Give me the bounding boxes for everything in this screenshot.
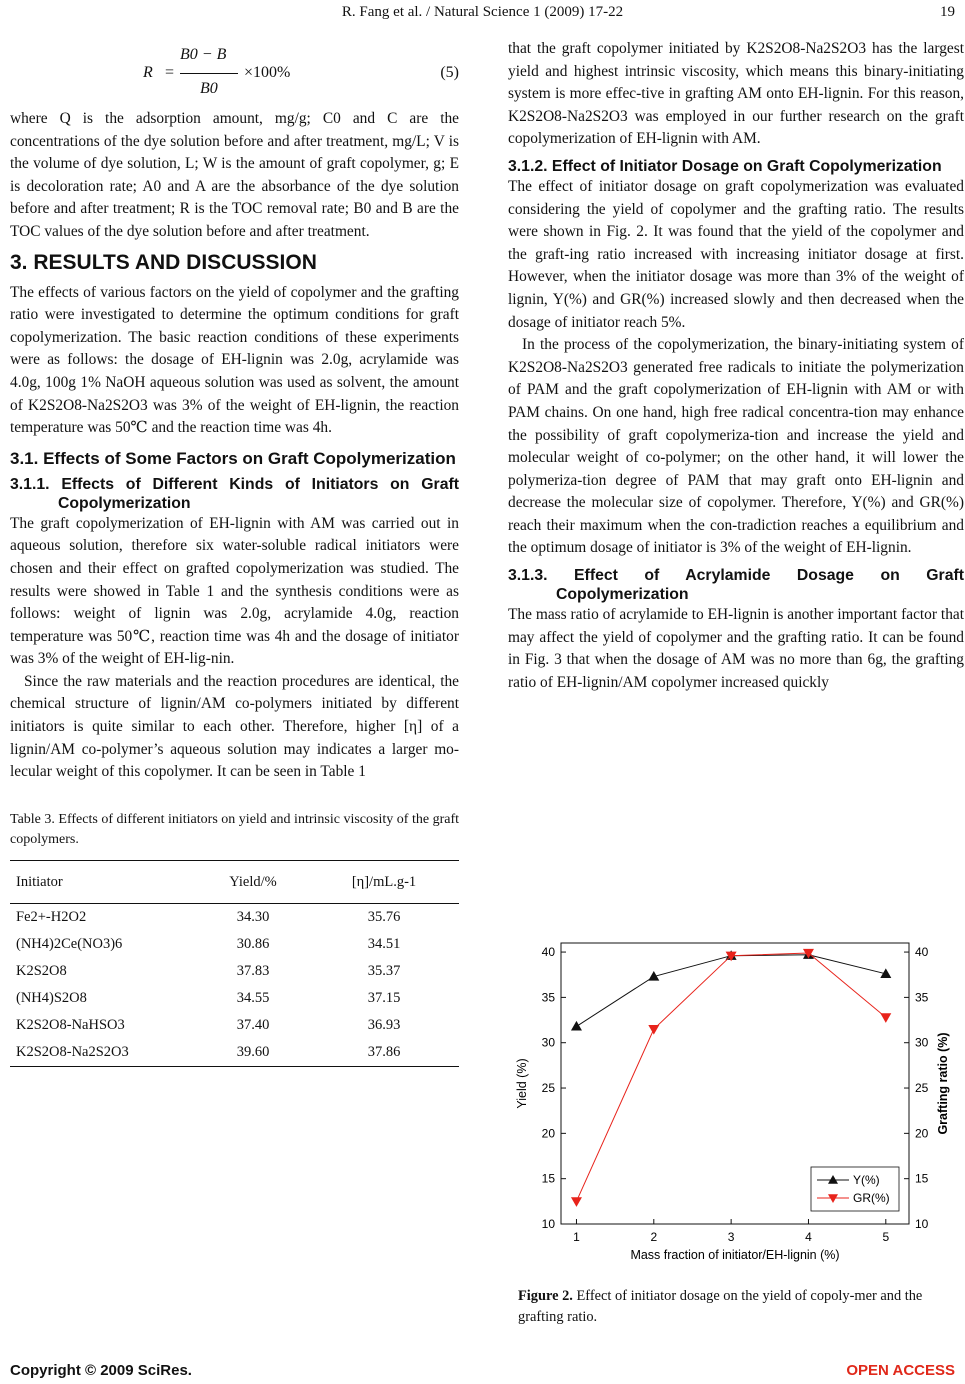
data-point-series-2 [880,1013,891,1023]
table-cell: 37.86 [367,1044,401,1061]
footer-open-access: OPEN ACCESS [846,1362,955,1379]
paragraph-continuation: that the graft copolymer initiated by K2S2O8-Na2S2O3 has the largest yield and highest intrinsic viscosity, which means this binary-initiating system is more effec-tive in grafting AM onto EH-lignin. For this reason, K2S2O8-Na2S2O3 was employed in our further research on the graft copolymerization of EH-lignin with AM. [508,40,964,148]
left-column [10,38,459,1067]
paragraph-definitions: where Q is the adsorption amount, mg/g; C0 and C are the concentrations of the dye solution before and after treatment, mg/L; V is the volume of dye solution, L; W is the amount of graft copolymer, g; E is decoloration rate; A0 and A are the absorbance of the dye solution before and after treatment; R is the TOC removal rate; B0 and B are the TOC values of the dye solution before and after treatment. [10,110,459,240]
paragraph-3-1-2-a: The effect of initiator dosage on graft copolymerization was evaluated considering the yield of copolymer and the grafting ratio. The results were shown in Fig. 2. It was found that the yield of the copolymer and the graft-ing ratio increased with increasing initiator dosage at first. However, when the initiator dosage was more than 3% of the weight of lignin, Y(%) and GR(%) increased slowly and then decreased when the dosage of initiator reach 5%. [508,177,964,331]
page-number: 19 [940,4,955,20]
right-column [508,38,964,694]
equation-lhs: R [143,64,153,81]
table-row [10,931,459,958]
equation-5 [10,38,459,108]
table-cell: 39.60 [236,1044,270,1061]
y-tick-label-right: 25 [915,1081,929,1096]
table-row [10,1012,459,1039]
subsection-heading-3-1-2: 3.1.2. Effect of Initiator Dosage on Graft Copolymerization [508,157,942,175]
equation-number: (5) [440,64,459,81]
y-tick-label-right: 30 [915,1035,929,1050]
table-header: Initiator [16,873,63,890]
table-cell: 35.76 [367,909,401,926]
table-row [10,903,459,931]
table-header: Yield/% [229,873,277,890]
y-tick-label-left: 15 [541,1171,555,1186]
equation-numerator: B0 − B [180,46,227,63]
table-cell: 37.83 [236,963,270,980]
table-cell: 30.86 [236,936,270,953]
data-point-series-2 [648,1025,659,1035]
equation-equals: = [165,64,175,81]
x-tick-label: 4 [805,1230,812,1244]
table-cell: 37.40 [236,1017,270,1034]
table-cell: K2S2O8-Na2S2O3 [16,1044,129,1061]
subsection-heading-3-1-3: 3.1.3. Effect of Acrylamide Dosage on Graft Copolymerization [508,567,964,604]
table-row [10,1039,459,1067]
y-tick-label-left: 10 [541,1217,555,1231]
table-row [10,985,459,1012]
equation-times: ×100% [244,64,291,81]
table-header: [η]/mL.g-1 [351,873,417,890]
y-tick-label-left: 40 [541,945,555,960]
y-axis-label-right: Grafting ratio (%) [936,1032,950,1135]
x-tick-label: 1 [573,1230,580,1244]
table-cell: 34.30 [236,909,270,926]
paragraph-3-1-1-a: The graft copolymerization of EH-lignin with AM was carried out in aqueous solution, therefore six water-soluble radical initiators were chosen and their effect on grafted copolymerization was studied. The results were showed in Table 1 and the synthesis conditions were as follows: weight of lignin was 2.0g, acrylamide 4.0g, reaction temperature was 50℃, reaction time was 4h and the dosage of initiator was 3% of the weight of EH-lig-nin. [10,514,459,668]
paragraph-3-1-3: The mass ratio of acrylamide to EH-lignin is another important factor that may affect the yield of copolymer and the grafting ratio. It can be found in Fig. 3 that when the dosage of AM was no more than 6g, the grafting ratio of EH-lignin/AM copolymer increased quickly [508,606,964,691]
x-axis-label: Mass fraction of initiator/EH-lignin (%) [630,1248,840,1262]
section-heading-results: 3. RESULTS AND DISCUSSION [10,250,317,274]
figure-2-chart [508,935,964,1275]
y-tick-label-right: 35 [915,990,929,1005]
table-cell: 36.93 [367,1017,401,1034]
y-tick-label-right: 10 [915,1217,929,1231]
initiator-table [10,860,459,1067]
table-cell: 35.37 [367,963,401,980]
y-tick-label-left: 35 [541,990,555,1005]
table-cell: (NH4)2Ce(NO3)6 [16,936,123,953]
paragraph-results: The effects of various factors on the yield of copolymer and the grafting ratio were investigated to determine the optimum conditions for graft copolymerization. The basic reaction conditions of these experiments were as follows: the dosage of EH-lignin was 2.0g, acrylamide was 4.0g, 100g 1% NaOH aqueous solution was used as solvent, the amount of K2S2O8-Na2S2O3 was 3% of the weight of EH-lignin, the reaction temperature was 50℃ and the reaction time was 4h. [10,283,459,437]
y-tick-label-right: 20 [915,1126,929,1141]
y-tick-label-left: 30 [541,1035,555,1050]
table-caption: Table 3. Effects of different initiators on yield and intrinsic viscosity of the graft copolymers. [10,811,459,847]
y-tick-label-right: 40 [915,945,929,960]
paragraph-3-1-1-b: Since the raw materials and the reaction procedures are identical, the chemical structure of lignin/AM co-polymers initiated by different initiators is quite similar to each other. Therefore, higher [η] of a lignin/AM co-polymer’s aqueous solution may indicates a larger mo-lecular weight of this copolymer. It can be seen in Table 1 [10,672,459,781]
table-cell: Fe2+-H2O2 [16,909,87,926]
y-tick-label-right: 15 [915,1171,929,1186]
running-head: R. Fang et al. / Natural Science 1 (2009) 17-22 [341,4,624,20]
table-header-row [10,860,459,903]
subsection-heading-3-1: 3.1. Effects of Some Factors on Graft Copolymerization [10,448,456,468]
figure-caption [518,1286,958,1328]
figure-caption-label: Figure 2. [518,1288,573,1304]
table-cell: K2S2O8-NaHSO3 [16,1017,125,1034]
figure-caption-text: Effect of initiator dosage on the yield of copoly-mer and the grafting ratio. [518,1288,923,1325]
equation-denominator: B0 [200,80,218,97]
table-cell: 37.15 [367,990,401,1007]
x-tick-label: 5 [882,1230,890,1244]
table-cell: 34.55 [236,990,270,1007]
table-cell: (NH4)S2O8 [16,990,87,1007]
fraction-bar [180,73,238,74]
legend-label: Y(%) [853,1173,880,1187]
y-tick-label-left: 20 [541,1126,555,1141]
y-axis-label: Yield (%) [515,1058,529,1109]
x-tick-label: 3 [727,1230,735,1244]
legend-label: GR(%) [853,1191,890,1205]
footer-copyright: Copyright © 2009 SciRes. [10,1362,192,1379]
y-tick-label-left: 25 [541,1081,555,1096]
x-tick-label: 2 [650,1230,658,1244]
subsection-heading-3-1-1: 3.1.1. Effects of Different Kinds of Initiators on Graft Copolymerization [10,475,459,512]
data-point-series-2 [571,1197,582,1207]
table-cell: K2S2O8 [16,963,67,980]
series-line-1 [576,955,885,1027]
table-cell: 34.51 [367,936,401,953]
series-line-2 [576,953,885,1201]
data-point-series-1 [571,1021,582,1031]
table-row [10,958,459,985]
paragraph-3-1-2-b: In the process of the copolymerization, the binary-initiating system of K2S2O8-Na2S2O3 generated free radicals to initiate the polymerization of PAM and the graft copolymerization of EH-lignin with AM or with PAM chains. On one hand, high free radical concentra-tion may enhance the possibility of graft copolymeriza-tion and increase the yield and molecular weight of co-polymer; on the other hand, it will lower the polymeriza-tion degree of PAM that may graft onto EH-lignin and decrease the molecular size of copolymer. Therefore, Y(%) and GR(%) reach their maximum when the con-tradiction reaches a equilibrium and the optimum dosage of initiator is 3% of the weight of EH-lignin. [508,336,964,557]
